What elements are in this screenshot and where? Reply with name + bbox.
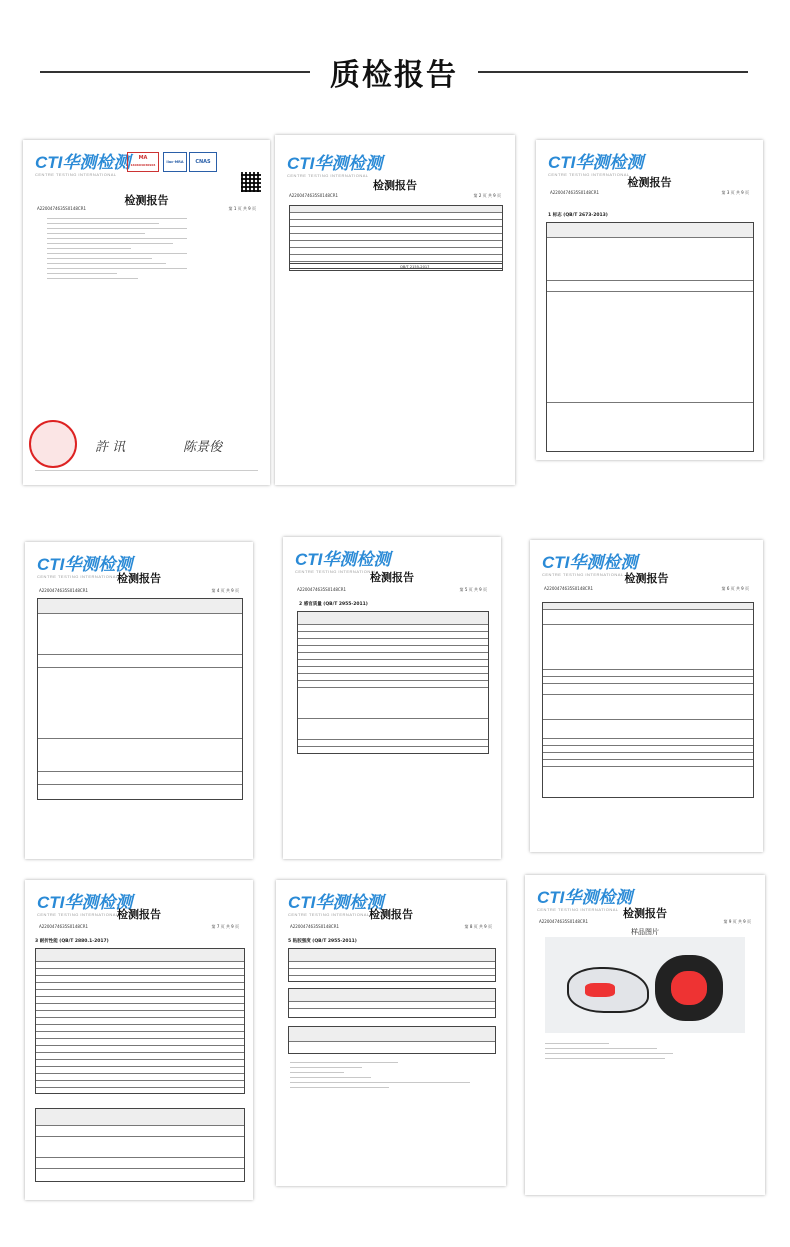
report-meta: A2200474635S0148CR1 第 2 页 共 9 页 — [289, 193, 501, 198]
report-page-6[interactable] — [530, 540, 763, 852]
shoe-strap-icon — [585, 983, 615, 997]
marking-table — [546, 222, 754, 452]
photo-notes-lines — [545, 1043, 705, 1063]
ilac-badge: ilac-MRA — [163, 152, 187, 172]
report-page-4[interactable] — [25, 542, 253, 859]
report-page-7[interactable] — [25, 880, 253, 1200]
header-line-left — [40, 71, 310, 73]
cti-logo: CTI华测检测 CENTRE TESTING INTERNATIONAL — [295, 550, 391, 574]
cma-badge: MA 160604030904 — [127, 152, 159, 172]
report-meta: A2200474635S0148CR1 第 8 页 共 9 页 — [290, 924, 492, 929]
section-heading: 3 耐折性能 (QB/T 2880.1-2017) — [35, 939, 109, 944]
section-heading: 2 感官质量 (QB/T 2955-2011) — [299, 602, 368, 607]
report-meta: A2200474635S0148CR1 第 1 页 共 9 页 — [37, 206, 256, 211]
report-meta: A2200474635S0148CR1 第 3 页 共 9 页 — [550, 190, 749, 195]
signature-approver: 許 讯 — [95, 440, 126, 455]
appearance-requirements-table — [542, 602, 754, 798]
report-meta: A2200474635S0148CR1 第 9 页 共 9 页 — [539, 919, 751, 924]
report-title: 检测报告 — [373, 179, 417, 192]
qr-code-icon — [241, 172, 261, 192]
notes-lines — [290, 1062, 470, 1092]
report-page-3[interactable] — [536, 140, 763, 460]
flex-resistance-table — [35, 948, 245, 1094]
photo-title: 样品图片 — [631, 928, 659, 936]
summary-table — [289, 205, 503, 269]
report-meta: A2200474635S0148CR1 第 5 页 共 9 页 — [297, 587, 487, 592]
cnas-badge: CNAS — [189, 152, 217, 172]
marking-table-continued — [37, 598, 243, 800]
section-heading: 1 标志 (QB/T 2673-2013) — [548, 213, 608, 218]
page-footer — [35, 470, 258, 476]
cti-logo: CTI华测检测 CENTRE TESTING INTERNATIONAL — [287, 154, 383, 178]
report-title: 检测报告 — [627, 176, 672, 189]
cover-info-lines — [47, 218, 187, 283]
cti-logo: CTI华测检测 CENTRE TESTING INTERNATIONAL — [35, 153, 131, 177]
report-page-8[interactable] — [276, 880, 506, 1186]
report-meta: A2200474635S0148CR1 第 4 页 共 9 页 — [39, 588, 239, 593]
report-title: 检测报告 — [624, 572, 669, 585]
report-title: 检测报告 — [117, 908, 161, 921]
page-title: 质检报告 — [330, 58, 458, 93]
standard-table: QB/T 2155-2017 — [289, 263, 503, 271]
formaldehyde-table — [288, 1026, 496, 1054]
cti-logo: CTI华测检测 CENTRE TESTING INTERNATIONAL — [288, 893, 384, 917]
report-title: 检测报告 — [370, 571, 414, 584]
report-page-2[interactable] — [275, 135, 515, 485]
shoe-sole-tread-icon — [671, 971, 707, 1005]
report-page-5[interactable] — [283, 537, 501, 859]
cti-logo: CTI华测检测 CENTRE TESTING INTERNATIONAL — [542, 553, 638, 577]
report-title: 检测报告 — [124, 194, 169, 207]
section-header — [0, 50, 790, 93]
report-meta: A2200474635S0148CR1 第 6 页 共 9 页 — [544, 586, 749, 591]
cti-logo: CTI华测检测 CENTRE TESTING INTERNATIONAL — [537, 888, 633, 912]
thickness-table — [35, 1108, 245, 1182]
report-title: 检测报告 — [369, 908, 413, 921]
section-heading: 5 粘胶强度 (QB/T 2955-2011) — [288, 939, 357, 944]
colorfastness-table — [288, 988, 496, 1018]
cti-logo: CTI华测检测 CENTRE TESTING INTERNATIONAL — [548, 153, 644, 177]
appearance-table — [297, 611, 489, 754]
sample-photo — [545, 937, 745, 1033]
cti-logo: CTI华测检测 CENTRE TESTING INTERNATIONAL — [37, 555, 133, 579]
adhesion-table — [288, 948, 496, 982]
report-title: 检测报告 — [623, 907, 667, 920]
company-seal-icon — [29, 420, 77, 468]
report-page-9[interactable] — [525, 875, 765, 1195]
signature-reviewer: 陈景俊 — [183, 440, 223, 455]
cti-logo: CTI华测检测 CENTRE TESTING INTERNATIONAL — [37, 893, 133, 917]
report-title: 检测报告 — [117, 572, 161, 585]
report-meta: A2200474635S0148CR1 第 7 页 共 9 页 — [39, 924, 239, 929]
header-line-right — [478, 71, 748, 73]
report-page-1[interactable] — [23, 140, 270, 485]
